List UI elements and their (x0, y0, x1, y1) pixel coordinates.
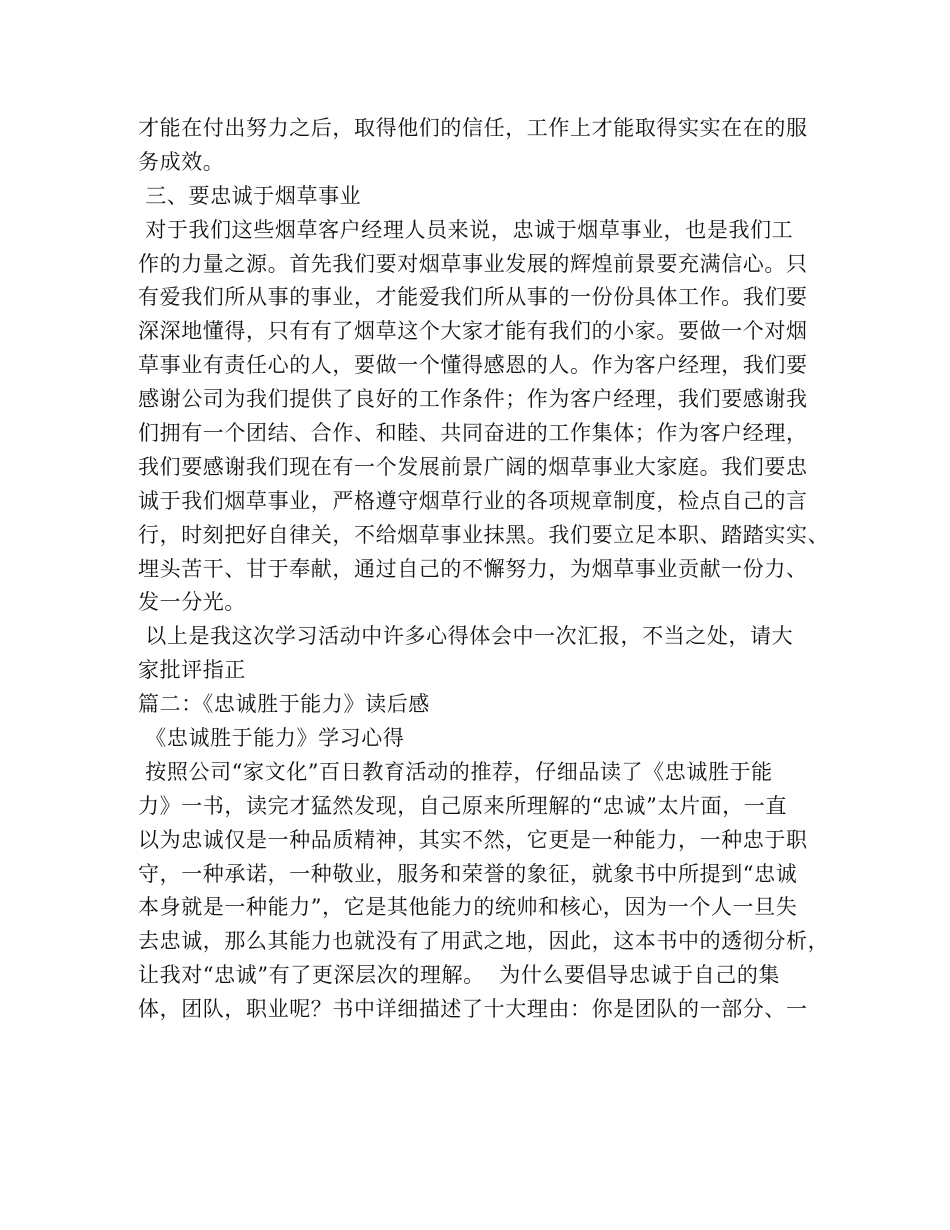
text-line: 家批评指正 (138, 658, 246, 683)
text-line: 以为忠诚仅是一种品质精神，其实不然，它更是一种能力，一种忠于职 (138, 827, 808, 852)
text-line: 诚于我们烟草事业，严格遵守烟草行业的各项规章制度，检点自己的言 (138, 488, 808, 513)
chapter-heading: 篇二：《忠诚胜于能力》读后感 (138, 692, 430, 717)
text-line: 埋头苦干、甘于奉献，通过自己的不懈努力，为烟草事业贡献一份力、 (138, 556, 808, 581)
text-line: 发一分光。 (138, 590, 246, 615)
text-line: 让我对“忠诚”有了更深层次的理解。 为什么要倡导忠诚于自己的集 (138, 963, 781, 988)
text-line: 草事业有责任心的人，要做一个懂得感恩的人。作为客户经理，我们要 (138, 353, 808, 378)
text-line: 行，时刻把好自律关，不给烟草事业抹黑。我们要立足本职、踏踏实实、 (138, 522, 830, 547)
text-line: 力》一书，读完才猛然发现，自己原来所理解的“忠诚”太片面，一直 (138, 793, 788, 818)
subtitle: 《忠诚胜于能力》学习心得 (138, 726, 405, 751)
text-line: 对于我们这些烟草客户经理人员来说，忠诚于烟草事业，也是我们工 (138, 217, 794, 242)
text-line: 以上是我这次学习活动中许多心得体会中一次汇报，不当之处，请大 (138, 624, 794, 649)
text-line: 体，团队，职业呢？书中详细描述了十大理由：你是团队的一部分、一 (138, 997, 808, 1022)
text-line: 们拥有一个团结、合作、和睦、共同奋进的工作集体；作为客户经理， (138, 421, 808, 446)
text-line: 有爱我们所从事的事业，才能爱我们所从事的一份份具体工作。我们要 (138, 285, 808, 310)
text-line: 按照公司“家文化”百日教育活动的推荐，仔细品读了《忠诚胜于能 (138, 759, 773, 784)
text-line: 深深地懂得，只有有了烟草这个大家才能有我们的小家。要做一个对烟 (138, 319, 808, 344)
document-body (138, 112, 838, 1027)
section-heading: 三、要忠诚于烟草事业 (138, 183, 362, 208)
text-line: 务成效。 (138, 149, 225, 174)
text-line: 我们要感谢我们现在有一个发展前景广阔的烟草事业大家庭。我们要忠 (138, 454, 808, 479)
text-line: 本身就是一种能力”，它是其他能力的统帅和核心，因为一个人一旦失 (138, 895, 798, 920)
text-line: 作的力量之源。首先我们要对烟草事业发展的辉煌前景要充满信心。只 (138, 251, 808, 276)
text-line: 守，一种承诺，一种敬业，服务和荣誉的象征，就象书中所提到“忠诚 (138, 861, 798, 886)
text-line: 感谢公司为我们提供了良好的工作条件；作为客户经理，我们要感谢我 (138, 387, 808, 412)
text-line: 去忠诚，那么其能力也就没有了用武之地，因此，这本书中的透彻分析， (138, 929, 830, 954)
text-line: 才能在付出努力之后，取得他们的信任，工作上才能取得实实在在的服 (138, 116, 808, 140)
